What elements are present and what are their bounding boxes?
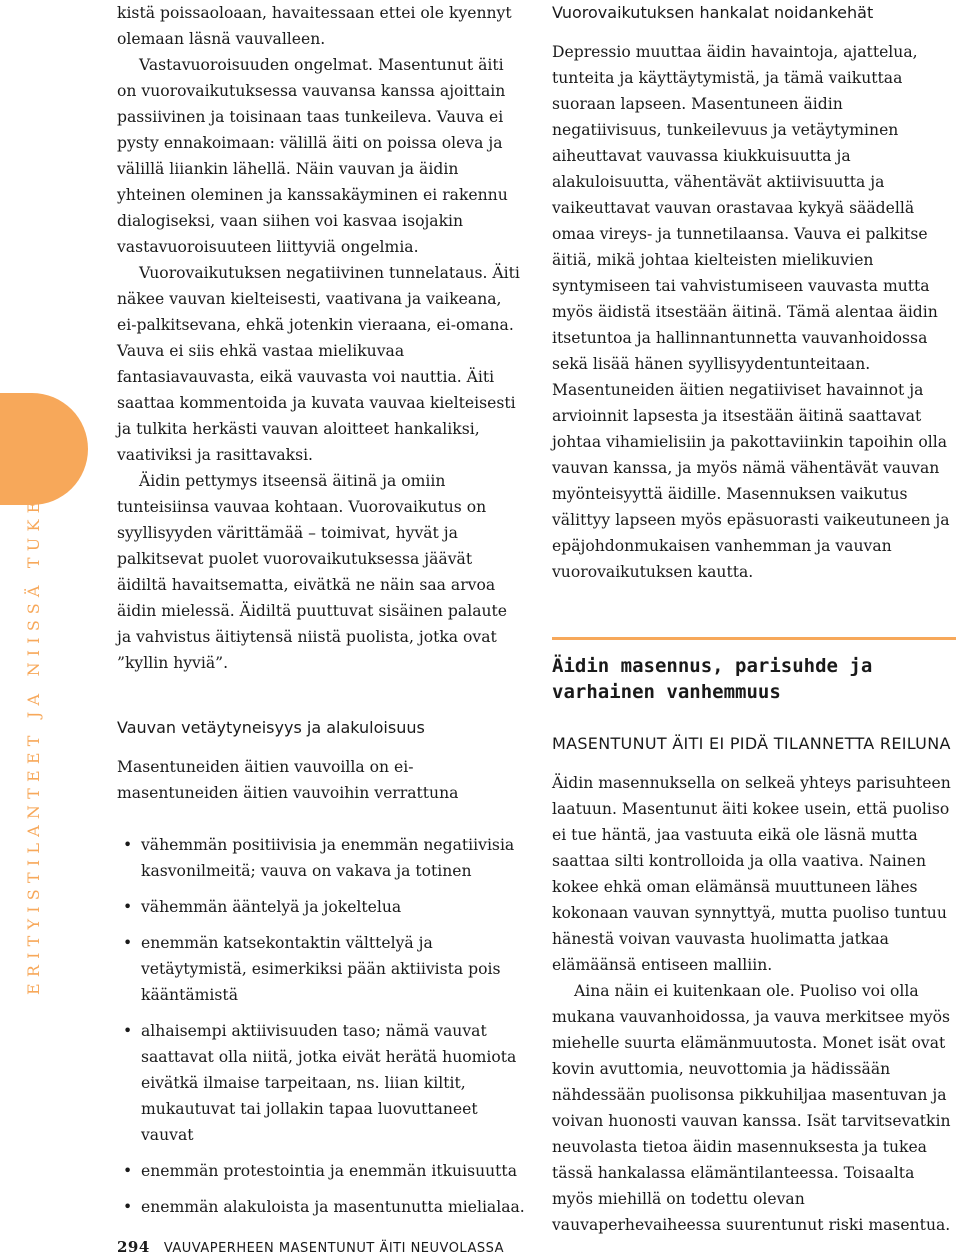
paragraph-negative-tone: Vuorovaikutuksen negatiivinen tunnelataus. Äiti näkee vauvan kielteisesti, vaativana ja vaikeana, ei-palkitsevana, ehkä jotenkin vieraana, ei-omana. Vauva ei siis ehkä vastaa mielikuvaa fantasiavauvasta, eikä vauvasta voi nauttia. Äiti saattaa kommentoida ja kuvata vauvaa kielteisesti ja tulkita herkästi vauvan aloitteet hankaliksi, vaativiksi ja rasittavaksi.: [117, 264, 520, 464]
list-item: • vähemmän ääntelyä ja jokeltelua: [117, 894, 525, 920]
list-item: • enemmän katsekontaktin välttelyä ja vetäytymistä, esimerkiksi pään aktiivista pois kääntämistä: [117, 930, 525, 1008]
paragraph-reciprocity: Vastavuoroisuuden ongelmat. Masentunut äiti on vuorovaikutuksessa vauvansa kanssa ajoittain passiivinen ja toisinaan taas tunkeileva. Vauva ei pysty ennakoimaan: välillä äiti on poissa oleva ja välillä liiankin lähellä. Näin vauvan ja äidin yhteinen oleminen ja kanssakäyminen ei rakennu dialogiseksi, vaan siihen voi kasvaa isojakin vastavuoroisuuteen liittyviä ongelmia.: [117, 56, 508, 256]
paragraph-continuation: kistä poissaoloaan, havaitessaan ettei ole kyennyt olemaan läsnä vauvalleen.: [117, 4, 512, 48]
page-footer: [117, 1238, 504, 1256]
footer-title: VAUVAPERHEEN MASENTUNUT ÄITI NEUVOLASSA: [163, 1241, 505, 1256]
paragraph-disappointment: Äidin pettymys itseensä äitinä ja omiin tunteisiinsa vauvaa kohtaan. Vuorovaikutus on syyllisyyden värittämää – toimivat, hyvät ja palkitsevat puolet vuorovaikutuksessa jäävät äidiltä havaitsematta, eivätkä ne näin saa arvoa äidin mielessä. Äidiltä puuttuvat sisäinen palaute ja vahvistus äitiytensä niistä puolista, jotka ovat ”kyllin hyviä”.: [117, 472, 508, 672]
list-item: • alhaisempi aktiivisuuden taso; nämä vauvat saattavat olla niitä, jotka eivät herätä huomiota eivätkä ilmaise tarpeitaan, ns. liian kiltit, mukautuvat tai jollakin tapaa luovuttaneet vauvat: [117, 1018, 525, 1148]
section-title: Äidin masennus, parisuhde ja varhainen vanhemmuus: [552, 655, 873, 703]
heading-baby-withdrawal: Vauvan vetäytyneisyys ja alakuloisuus: [117, 718, 425, 737]
right-column: [552, 0, 956, 1238]
subheading-not-fair: MASENTUNUT ÄITI EI PIDÄ TILANNETTA REILUNA: [552, 734, 951, 753]
paragraph-list-intro: Masentuneiden äitien vauvoilla on ei-masentuneiden äitien vauvoihin verrattuna: [117, 758, 459, 802]
heading-vicious-circles: Vuorovaikutuksen hankalat noidankehät: [552, 3, 874, 22]
paragraph-fathers: Aina näin ei kuitenkaan ole. Puoliso voi olla mukana vauvanhoidossa, ja vauva merkitsee myös miehelle suurta elämänmuutosta. Monet isät ovat kovin avuttomia, neuvottomia ja hädissään nähdessään puolisonsa pikkuhiljaa masentuvan ja voivan huonosti vauvan kanssa. Isät tarvitsevatkin neuvolasta tietoa äidin masennuksesta ja tukea tässä hankalassa elämäntilanteessa. Toisaalta myös miehillä on todettu olevan vauvaperhevaiheessa suurentunut riski masentua.: [552, 982, 951, 1234]
list-item: • vähemmän positiivisia ja enemmän negatiivisia kasvonilmeitä; vauva on vakava ja totinen: [117, 832, 525, 884]
paragraph-relationship: Äidin masennuksella on selkeä yhteys parisuhteen laatuun. Masentunut äiti kokee usein, että puoliso ei tue häntä, jaa vastuuta eikä ole läsnä mutta saattaa silti kontrolloida ja olla vaativa. Nainen kokee ehkä oman elämänsä muuttuneen lähes kokonaan vauvan synnyttyä, mutta puoliso tuntuu hänestä voivan vauvasta huolimatta jatkaa elämäänsä entiseen malliin.: [552, 774, 951, 974]
left-column: [117, 0, 525, 1220]
list-item: • enemmän alakuloista ja masentunutta mielialaa.: [117, 1194, 525, 1220]
chapter-side-label: ERITYISTILANTEET JA NIISSÄ TUKEMINEN: [24, 402, 43, 995]
list-item: • enemmän protestointia ja enemmän itkuisuutta: [117, 1158, 525, 1184]
page-number: 294: [117, 1238, 150, 1256]
symptom-list: [117, 832, 525, 1220]
paragraph-depression-effects: Depressio muuttaa äidin havaintoja, ajattelua, tunteita ja käyttäytymistä, ja tämä vaikuttaa suoraan lapseen. Masentuneen äidin negatiivisuus, tunkeilevuus ja vetäytyminen aiheuttavat vauvassa kiukkuisuutta ja alakuloisuutta, vähentävät aktiivisuutta ja vaikeuttavat vauvan orastavaa kykyä säädellä omaa vireys- ja tunnetilaansa. Vauva ei palkitse äitiä, mikä johtaa kielteisten mielikuvien syntymiseen tai vahvistumiseen vauvasta mutta myös äidistä itsestään äitinä. Tämä alentaa äidin itsetuntoa ja hallinnantunnetta vauvanhoidossa sekä lisää hänen syyllisyydentunteitaan. Masentuneiden äitien negatiiviset havainnot ja arvioinnit lapsesta ja itsestään äitinä saattavat johtaa vihamielisiin ja pakottaviinkin tapoihin olla vauvan kanssa, ja myös nämä vähentävät vauvan myönteisyyttä äidille. Masennuksen vaikutus välittyy lapseen myös epäsuorasti vaikeutuneen ja epäjohdonmukaisen vanhemman ja vauvan vuorovaikutuksen kautta.: [552, 43, 950, 581]
side-tab-marker: [0, 393, 88, 505]
